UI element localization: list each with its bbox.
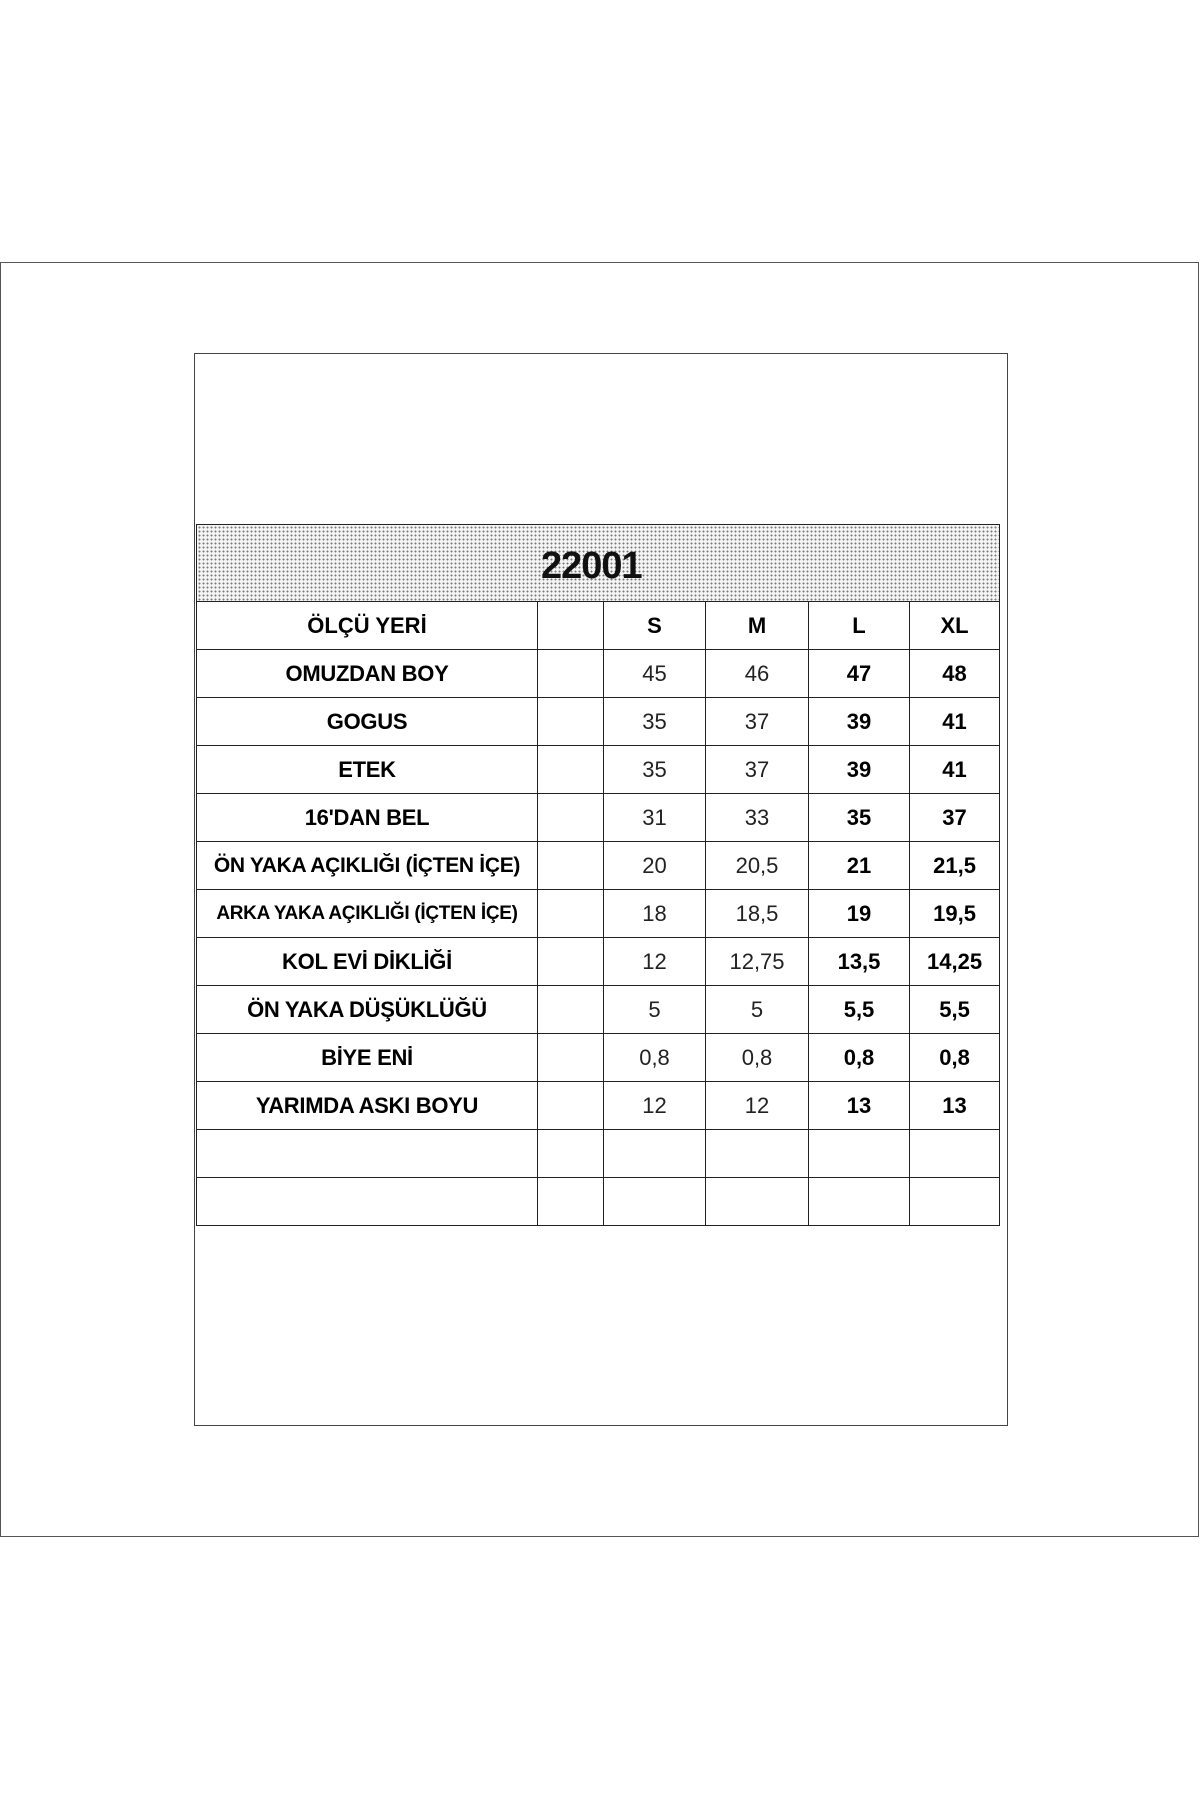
empty-cell <box>910 1178 1000 1226</box>
empty-cell <box>197 1178 538 1226</box>
header-size-s: S <box>604 602 706 650</box>
value-l: 13,5 <box>809 938 910 986</box>
empty-cell <box>809 1178 910 1226</box>
value-xl: 37 <box>910 794 1000 842</box>
value-s: 5 <box>604 986 706 1034</box>
value-xl: 21,5 <box>910 842 1000 890</box>
table-row <box>197 698 1000 746</box>
value-xl: 5,5 <box>910 986 1000 1034</box>
value-s: 12 <box>604 1082 706 1130</box>
value-xl: 41 <box>910 746 1000 794</box>
value-l: 47 <box>809 650 910 698</box>
value-m: 20,5 <box>706 842 809 890</box>
empty-cell <box>706 1178 809 1226</box>
value-xl: 48 <box>910 650 1000 698</box>
value-m: 37 <box>706 698 809 746</box>
table-row <box>197 986 1000 1034</box>
value-l: 39 <box>809 698 910 746</box>
header-blank <box>538 602 604 650</box>
value-l: 5,5 <box>809 986 910 1034</box>
measurement-label: ÖN YAKA DÜŞÜKLÜĞÜ <box>197 986 538 1034</box>
value-l: 13 <box>809 1082 910 1130</box>
table-row <box>197 1034 1000 1082</box>
blank-cell <box>538 938 604 986</box>
blank-cell <box>538 794 604 842</box>
value-xl: 41 <box>910 698 1000 746</box>
blank-cell <box>538 650 604 698</box>
value-xl: 13 <box>910 1082 1000 1130</box>
model-code-banner <box>197 525 1000 602</box>
header-size-xl: XL <box>910 602 1000 650</box>
table-row <box>197 794 1000 842</box>
value-xl: 0,8 <box>910 1034 1000 1082</box>
blank-cell <box>538 698 604 746</box>
header-row <box>197 602 1000 650</box>
table-row <box>197 890 1000 938</box>
measurement-label: OMUZDAN BOY <box>197 650 538 698</box>
measurement-label: 16'DAN BEL <box>197 794 538 842</box>
value-xl: 19,5 <box>910 890 1000 938</box>
measurement-label: KOL EVİ DİKLİĞİ <box>197 938 538 986</box>
empty-cell <box>604 1130 706 1178</box>
value-s: 18 <box>604 890 706 938</box>
blank-cell <box>538 746 604 794</box>
blank-cell <box>538 842 604 890</box>
table-row <box>197 938 1000 986</box>
table-row <box>197 842 1000 890</box>
value-m: 12,75 <box>706 938 809 986</box>
empty-row <box>197 1178 1000 1226</box>
size-chart <box>196 524 999 1226</box>
value-xl: 14,25 <box>910 938 1000 986</box>
empty-cell <box>538 1178 604 1226</box>
measurement-label: ARKA YAKA AÇIKLIĞI (İÇTEN İÇE) <box>197 890 538 938</box>
value-s: 35 <box>604 698 706 746</box>
empty-cell <box>706 1130 809 1178</box>
value-m: 46 <box>706 650 809 698</box>
measurement-label: ÖN YAKA AÇIKLIĞI (İÇTEN İÇE) <box>197 842 538 890</box>
empty-cell <box>809 1130 910 1178</box>
empty-cell <box>604 1178 706 1226</box>
value-l: 19 <box>809 890 910 938</box>
blank-cell <box>538 986 604 1034</box>
table-row <box>197 650 1000 698</box>
empty-row <box>197 1130 1000 1178</box>
value-m: 33 <box>706 794 809 842</box>
measurement-label: BİYE ENİ <box>197 1034 538 1082</box>
value-m: 0,8 <box>706 1034 809 1082</box>
value-s: 12 <box>604 938 706 986</box>
empty-cell <box>538 1130 604 1178</box>
header-size-l: L <box>809 602 910 650</box>
table-row <box>197 1082 1000 1130</box>
value-l: 0,8 <box>809 1034 910 1082</box>
measurement-label: ETEK <box>197 746 538 794</box>
value-s: 20 <box>604 842 706 890</box>
value-s: 35 <box>604 746 706 794</box>
header-size-m: M <box>706 602 809 650</box>
size-table <box>196 524 1000 1226</box>
value-l: 39 <box>809 746 910 794</box>
measurement-label: YARIMDA ASKI BOYU <box>197 1082 538 1130</box>
empty-cell <box>910 1130 1000 1178</box>
value-l: 21 <box>809 842 910 890</box>
blank-cell <box>538 1082 604 1130</box>
measurement-label: GOGUS <box>197 698 538 746</box>
value-m: 5 <box>706 986 809 1034</box>
table-row <box>197 746 1000 794</box>
value-m: 18,5 <box>706 890 809 938</box>
model-code: 22001 <box>541 545 642 587</box>
value-s: 45 <box>604 650 706 698</box>
blank-cell <box>538 890 604 938</box>
value-l: 35 <box>809 794 910 842</box>
blank-cell <box>538 1034 604 1082</box>
value-s: 0,8 <box>604 1034 706 1082</box>
value-m: 37 <box>706 746 809 794</box>
header-measurement-label: ÖLÇÜ YERİ <box>197 602 538 650</box>
empty-cell <box>197 1130 538 1178</box>
value-m: 12 <box>706 1082 809 1130</box>
value-s: 31 <box>604 794 706 842</box>
